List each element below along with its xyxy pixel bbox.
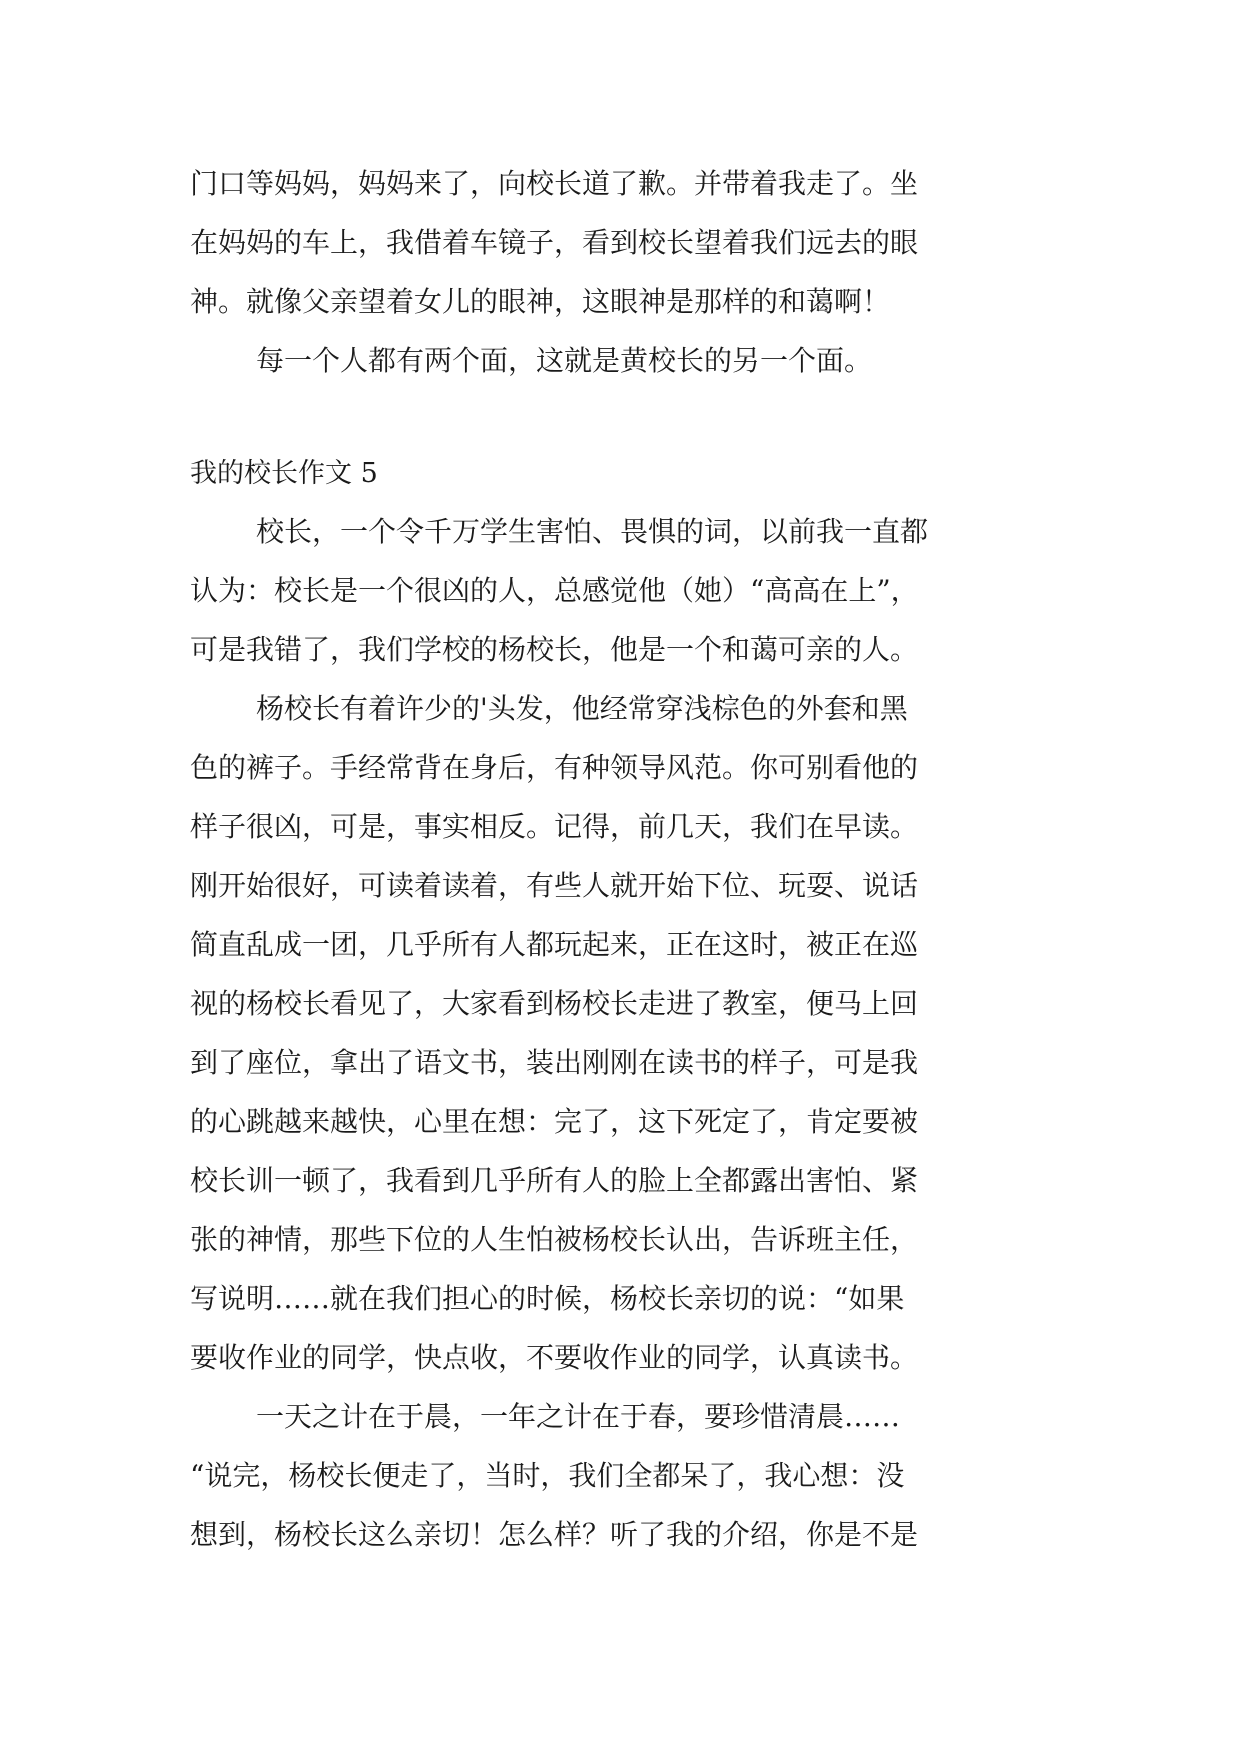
closing-line: 每一个人都有两个面，这就是黄校长的另一个面。 (256, 344, 873, 377)
text-line: 样子很凶，可是，事实相反。记得，前几天，我们在早读。 (190, 810, 919, 843)
text-line: 到了座位，拿出了语文书，装出刚刚在读书的样子，可是我 (190, 1046, 919, 1079)
text-line: 一天之计在于晨，一年之计在于春，要珍惜清晨…… (256, 1400, 901, 1433)
text-line: 张的神情，那些下位的人生怕被杨校长认出，告诉班主任， (190, 1223, 919, 1256)
text-line: 门口等妈妈，妈妈来了，向校长道了歉。并带着我走了。坐 (190, 167, 919, 200)
text-line: 要收作业的同学，快点收，不要收作业的同学，认真读书。 (190, 1341, 919, 1374)
text-line: 刚开始很好，可读着读着，有些人就开始下位、玩耍、说话 (190, 869, 919, 902)
text-line: 视的杨校长看见了，大家看到杨校长走进了教室，便马上回 (190, 987, 919, 1020)
text-line: 神。就像父亲望着女儿的眼神，这眼神是那样的和蔼啊！ (190, 285, 891, 318)
text-line: 色的裤子。手经常背在身后，有种领导风范。你可别看他的 (190, 751, 919, 784)
text-line: 杨校长有着许少的'头发，他经常穿浅棕色的外套和黑 (256, 692, 908, 725)
essay-body (190, 502, 1060, 1564)
text-line: 写说明……就在我们担心的时候，杨校长亲切的说：“如果 (190, 1282, 905, 1315)
text-line: 可是我错了，我们学校的杨校长，他是一个和蔼可亲的人。 (190, 633, 919, 666)
text-line: 校长，一个令千万学生害怕、畏惧的词，以前我一直都 (256, 515, 929, 548)
text-line: 校长训一顿了，我看到几乎所有人的脸上全都露出害怕、紧 (190, 1164, 919, 1197)
text-line: “说完，杨校长便走了，当时，我们全都呆了，我心想：没 (190, 1459, 905, 1492)
section-title-block (190, 444, 1060, 503)
text-line: 想到，杨校长这么亲切！怎么样？听了我的介绍，你是不是 (190, 1518, 919, 1551)
text-line: 简直乱成一团，几乎所有人都玩起来，正在这时，被正在巡 (190, 928, 919, 961)
continuation-paragraph (190, 154, 1060, 390)
section-title: 我的校长作文 5 (190, 458, 378, 489)
text-line: 认为：校长是一个很凶的人，总感觉他（她）“高高在上”， (190, 574, 919, 607)
text-line: 在妈妈的车上，我借着车镜子，看到校长望着我们远去的眼 (190, 226, 919, 259)
text-line: 的心跳越来越快，心里在想：完了，这下死定了，肯定要被 (190, 1105, 919, 1138)
